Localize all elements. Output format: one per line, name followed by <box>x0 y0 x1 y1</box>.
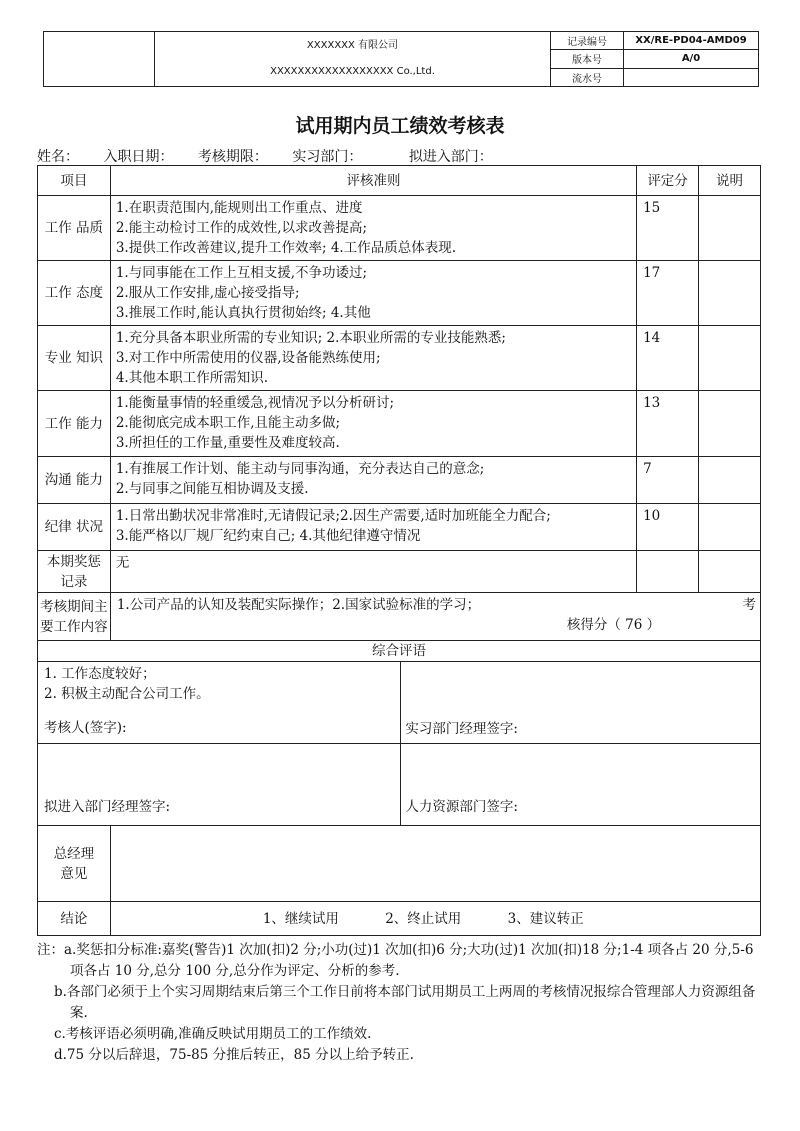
criteria-cell <box>110 196 636 261</box>
category-cell: 沟通 能力 <box>38 457 111 504</box>
comment-item: 2. 积极主动配合公司工作。 <box>44 686 210 702</box>
score-cell[interactable]: 10 <box>637 504 699 551</box>
criteria-cell <box>110 326 636 391</box>
main-work-cell[interactable] <box>110 593 760 641</box>
note-cell[interactable] <box>699 551 761 593</box>
category-cell: 工作 态度 <box>38 261 111 326</box>
category-cell: 工作 品质 <box>38 196 111 261</box>
reward-value[interactable]: 无 <box>110 551 636 593</box>
comments-row <box>38 662 761 744</box>
criteria-line: 2.服从工作安排,虚心接受指导; <box>115 285 300 301</box>
criteria-cell <box>110 391 636 457</box>
score-cell[interactable]: 14 <box>637 326 699 391</box>
table-row <box>38 326 761 391</box>
intern-mgr-sign-cell[interactable] <box>401 662 761 744</box>
hr-signature-label: 人力资源部门签字: <box>405 799 518 815</box>
serial-value[interactable] <box>624 68 759 86</box>
note-cell[interactable] <box>699 504 761 551</box>
comment-item: 1. 工作态度较好； <box>44 666 156 682</box>
document-header <box>43 31 759 87</box>
criteria-line: 2.与同事之间能互相协调及支援. <box>115 481 309 497</box>
total-score: 核得分（ 76 ） <box>566 617 661 633</box>
comments-cell[interactable] <box>38 662 401 744</box>
record-no-label: 记录编号 <box>551 32 624 50</box>
main-work-value: 1.公司产品的认知及装配实际操作；2.国家试验标准的学习； <box>116 597 481 613</box>
criteria-line: 3.对工作中所需使用的仪器,设备能熟练使用; <box>115 350 381 366</box>
target-mgr-signature-label: 拟进入部门经理签字: <box>44 799 171 815</box>
employee-info-line <box>37 146 513 166</box>
criteria-line: 3.所担任的工作量,重要性及难度较高. <box>115 435 340 451</box>
criteria-line: 1.在职责范围内,能规则出工作重点、进度 <box>115 200 363 216</box>
conclusion-options <box>110 902 760 936</box>
gm-opinion-cell[interactable] <box>110 826 760 902</box>
conclusion-row <box>38 902 761 936</box>
note-cell[interactable] <box>699 326 761 391</box>
gm-row <box>38 826 761 902</box>
score-cell[interactable]: 15 <box>637 196 699 261</box>
criteria-line: 3.提供工作改善建议,提升工作效率; 4.工作品质总体表现. <box>115 240 457 256</box>
note-d: d.75 分以后辞退，75-85 分推后转正，85 分以上给予转正. <box>54 1047 414 1063</box>
version-label: 版本号 <box>551 50 624 68</box>
company-name-cell <box>155 32 551 87</box>
criteria-line: 1.有推展工作计划、能主动与同事沟通，充分表达自己的意念; <box>115 461 485 477</box>
criteria-cell <box>110 457 636 504</box>
option-regularize[interactable]: 3、建议转正 <box>507 910 584 927</box>
option-continue[interactable]: 1、继续试用 <box>262 910 339 927</box>
col-header-criteria: 评核准则 <box>110 166 636 196</box>
footnotes <box>37 940 767 1066</box>
criteria-line: 1.与同事能在工作上互相支援,不争功诿过; <box>115 265 368 281</box>
note-cell[interactable] <box>699 196 761 261</box>
col-header-note: 说明 <box>699 166 761 196</box>
total-score-prefix: 考 <box>742 597 756 613</box>
score-cell[interactable] <box>637 551 699 593</box>
table-row <box>38 457 761 504</box>
score-cell[interactable]: 17 <box>637 261 699 326</box>
period-label: 考核期限： <box>197 149 268 165</box>
note-cell[interactable] <box>699 457 761 504</box>
score-cell[interactable]: 7 <box>637 457 699 504</box>
criteria-line: 3.推展工作时,能认真执行贯彻始终; 4.其他 <box>115 305 371 321</box>
note-b: b.各部门必须于上个实习周期结束后第三个工作日前将本部门试用期员工上两周的考核情况报综合管理部人力资源组备案. <box>54 984 756 1021</box>
serial-label: 流水号 <box>551 68 624 86</box>
record-no-value: XX/RE-PD04-AMD09 <box>624 32 759 50</box>
category-cell: 纪律 状况 <box>38 504 111 551</box>
note-cell[interactable] <box>699 261 761 326</box>
conclusion-label: 结论 <box>38 902 111 936</box>
main-work-row <box>38 593 761 641</box>
option-terminate[interactable]: 2、终止试用 <box>385 910 462 927</box>
criteria-line: 2.能彻底完成本职工作,且能主动多做; <box>115 415 341 431</box>
note-cell[interactable] <box>699 391 761 457</box>
category-cell: 专业 知识 <box>38 326 111 391</box>
col-header-score: 评定分 <box>637 166 699 196</box>
comments-heading: 综合评语 <box>38 641 761 662</box>
reward-row <box>38 551 761 593</box>
table-row <box>38 261 761 326</box>
hr-sign-cell[interactable] <box>401 744 761 826</box>
note-c: c.考核评语必须明确,准确反映试用期员工的工作绩效. <box>54 1026 372 1042</box>
entry-date-label: 入职日期： <box>103 149 174 165</box>
criteria-line: 1.日常出勤状况非常准时,无请假记录;2.因生产需要,适时加班能全力配合; <box>115 508 551 524</box>
note-a: 注：a.奖惩扣分标准:嘉奖(警告)1 次加(扣)2 分;小功(过)1 次加(扣)6 分;大功(过)1 次加(扣)18 分;1-4 项各占 20 分,5-6 项各占 10 分,总分 100 分,总分作为评定、分析的参考. <box>37 942 754 979</box>
criteria-line: 4.其他本职工作所需知识. <box>115 370 268 386</box>
reward-label: 本期奖惩记录 <box>38 551 111 593</box>
name-label: 姓名： <box>37 149 79 165</box>
gm-label: 总经理意见 <box>38 826 111 902</box>
criteria-cell <box>110 261 636 326</box>
table-row <box>38 504 761 551</box>
criteria-line: 3.能严格以厂规厂纪约束自己; 4.其他纪律遵守情况 <box>115 528 421 544</box>
table-row <box>38 391 761 457</box>
col-header-item: 项目 <box>38 166 111 196</box>
criteria-line: 1.能衡量事情的轻重缓急,视情况予以分析研讨; <box>115 395 395 411</box>
intern-dept-label: 实习部门： <box>292 149 363 165</box>
criteria-cell <box>110 504 636 551</box>
target-mgr-sign-cell[interactable] <box>38 744 401 826</box>
main-work-label: 考核期间主要工作内容 <box>38 593 111 641</box>
evaluation-table <box>37 165 761 936</box>
score-cell[interactable]: 13 <box>637 391 699 457</box>
page-title: 试用期内员工绩效考核表 <box>295 115 505 137</box>
signature-row <box>38 744 761 826</box>
logo-box <box>44 32 155 87</box>
assessor-signature-label: 考核人(签字): <box>44 720 127 736</box>
company-name-en: XXXXXXXXXXXXXXXXXX Co.,Ltd. <box>270 66 435 77</box>
target-dept-label: 拟进入部门： <box>408 149 493 165</box>
criteria-line: 1.充分具备本职业所需的专业知识; 2.本职业所需的专业技能熟悉; <box>115 330 506 346</box>
table-row <box>38 196 761 261</box>
intern-mgr-signature-label: 实习部门经理签字: <box>405 721 518 737</box>
version-value: A/0 <box>624 50 759 68</box>
company-name-cn: XXXXXXX 有限公司 <box>306 40 399 51</box>
criteria-line: 2.能主动检讨工作的成效性,以求改善提高; <box>115 220 368 236</box>
category-cell: 工作 能力 <box>38 391 111 457</box>
